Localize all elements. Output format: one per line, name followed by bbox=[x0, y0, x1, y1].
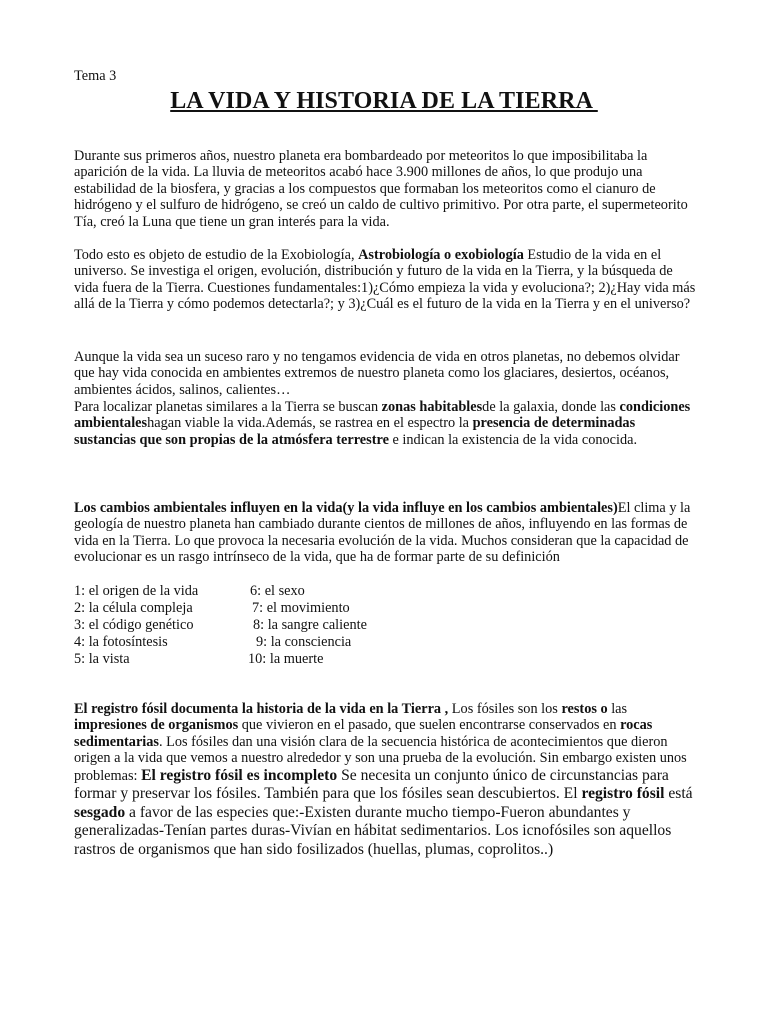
paragraph-fossil-bias: El registro fósil es incompleto Se necesita un conjunto único de circunstancias para formar y preservar los fósiles. También para que los fósiles sean descubiertos. El registro fósil está sesgado a favor de las especies que:-Existen durante mucho tiempo-Fueron abundantes y generalizadas-Tenían partes duras-Vivían en hábitat sedimentarios. Los icnofósiles son aquellos rastros de organismos que han sido fosilizados (huellas, plumas, coprolitos..) bbox=[74, 766, 693, 858]
term-incomplete-record: El registro fósil es incompleto bbox=[141, 766, 338, 784]
term-astrobiology: Astrobiología o exobiología bbox=[358, 247, 524, 263]
paragraph-habitable-zones: Para localizar planetas similares a la Tierra se buscan zonas habitablesde la galaxia, donde las condiciones ambientaleshagan viable la vida.Además, se rastrea en el espectro la presencia de determinadas sustancias que son propias de la atmósfera terrestre e indican la existencia de la vida conocida. bbox=[74, 399, 691, 448]
section-heading-environment: Los cambios ambientales influyen en la vida(y la vida influye en los cambios ambientales) bbox=[74, 500, 618, 516]
term-biased: sesgado bbox=[74, 803, 126, 821]
term-impressions: impresiones de organismos bbox=[74, 717, 239, 734]
term-fossil-record: registro fósil bbox=[581, 785, 665, 803]
topic-label: Tema 3 bbox=[74, 68, 117, 84]
paragraph-astrobiology: Todo esto es objeto de estudio de la Exobiología, Astrobiología o exobiología Estudio de la vida en el universo. Se investiga el origen, evolución, distribución y futuro de la vida en la Tierra, y la búsqueda de vida fuera de la Tierra. Cuestiones fundamentales:1)¿Cómo empieza la vida y evoluciona?; 2)¿Hay vida más allá de la Tierra y cómo podemos detectarla?; y 3)¿Cuál es el futuro de la vida en la Tierra y en el universo? bbox=[74, 247, 696, 313]
term-environmental-conditions: condiciones ambientales bbox=[74, 399, 691, 432]
term-remains: restos o bbox=[561, 701, 608, 717]
document-page: Tema 3 LA VIDA Y HISTORIA DE LA TIERRA Durante sus primeros años, nuestro planeta era bombardeado por meteoritos lo que imposibilitaba la aparición de la vida. La lluvia de meteoritos acabó hace 3.900 millones de años, lo que produjo una estabilidad de la biosfera, y gracias a los compuestos que formaban los meteoritos como el cianuro de hidrógeno y el sulfuro de hidrógeno, se creó un caldo de cultivo primitivo. Por otra parte, el supermeteorito Tía, creó la Luna que tiene un gran interés para la vida. Todo esto es objeto de estudio de la Exobiología, Astrobiología o exobiología Estudio de la vida en el universo. Se investiga el origen, evolución, distribución y futuro de la vida en la Tierra, y la búsqueda de vida fuera de la Tierra. Cuestiones fundamentales:1)¿Cómo empieza la vida y evoluciona?; 2)¿Hay vida más allá de la Tierra y cómo podemos detectarla?; y 3)¿Cuál es el futuro de la vida en la Tierra y en el universo? Aunque la vida sea un suceso raro y no tengamos evidencia de vida en otros planetas, no debemos olvidar que hay vida conocida en ambientes extremos de nuestro planeta como los glaciares, desiertos, océanos, ambientes ácidos, salinos, calientes… Para localizar planetas similares a la Tierra se buscan zonas habitablesde la galaxia, donde las condiciones ambientaleshagan viable la vida.Además, se rastrea en el espectro la presencia de determinadas sustancias que son propias de la atmósfera terrestre e indican la existencia de la vida conocida. Los cambios ambientales influyen en la vida(y la vida influye en los cambios ambientales)El clima y la geología de nuestro planeta han cambiado durante cientos de millones de años, influyendo en las formas de vida en la Tierra. Lo que provoca la necesaria evolución de la vida. Muchos consideran que la capacidad de evolucionar es un rasgo intrínseco de la vida, que ha de formar parte de su definición 1: el origen de la vida 6: el sexo 2: la célula compleja 7: el movimiento 3: el código genético 8: la sangre caliente 4: la fotosíntesis 9: la consciencia 5: la vista 10: la muerte El registro fósil documenta la historia de la vida en la Tierra , Los fósiles son los restos o las impresiones de organismos que vivieron en el pasado, que suelen encontrarse conservados en rocas sedimentarias. Los fósiles dan una visión clara de la secuencia histórica de acontecimientos que dieron origen a la vida que vemos a nuestro alrededor y son una prueba de la evolución. Sin embargo existen unos problemas: El registro fósil es incompleto Se necesita un conjunto único de circunstancias para formar y preservar los fósiles. También para que los fósiles sean descubiertos. El registro fósil está sesgado a favor de las especies que:-Existen durante mucho tiempo-Fueron abundantes y generalizadas-Tenían partes duras-Vivían en hábitat sedimentarios. Los icnofósiles son aquellos rastros de organismos que han sido fosilizados (huellas, plumas, coprolitos..) bbox=[0, 0, 768, 1024]
paragraph-origin: Durante sus primeros años, nuestro planeta era bombardeado por meteoritos lo que imposibilitaba la aparición de la vida. La lluvia de meteoritos acabó hace 3.900 millones de años, lo que produjo una estabilidad de la biosfera, y gracias a los compuestos que formaban los meteoritos como el cianuro de hidrógeno y el sulfuro de hidrógeno, se creó un caldo de cultivo primitivo. Por otra parte, el supermeteorito Tía, creó la Luna que tiene un gran interés para la vida. bbox=[74, 148, 688, 230]
term-habitable-zones: zonas habitables bbox=[381, 399, 483, 415]
paragraph-fossil-record: El registro fósil documenta la historia de la vida en la Tierra , Los fósiles son los restos o las impresiones de organismos que vivieron en el pasado, que suelen encontrarse conservados en rocas sedimentarias. Los fósiles dan una visión clara de la secuencia histórica de acontecimientos que dieron origen a la vida que vemos a nuestro alrededor y son una prueba de la evolución. Sin embargo existen unos problemas: El registro fósil es incompleto Se necesita un conjunto único de circunstancias para formar y preservar los fósiles. También para que los fósiles sean descubiertos. El registro fósil está sesgado a favor de las especies que:-Existen durante mucho tiempo-Fueron abundantes y generalizadas-Tenían partes duras-Vivían en hábitat sedimentarios. Los icnofósiles son aquellos rastros de organismos que han sido fosilizados (huellas, plumas, coprolitos..) bbox=[74, 701, 693, 858]
page-title: LA VIDA Y HISTORIA DE LA TIERRA bbox=[170, 88, 598, 114]
paragraph-extreme-environments: Aunque la vida sea un suceso raro y no tengamos evidencia de vida en otros planetas, no debemos olvidar que hay vida conocida en ambientes extremos de nuestro planeta como los glaciares, desiertos, océanos, ambientes ácidos, salinos, calientes… bbox=[74, 349, 680, 398]
section-heading-fossil-record: El registro fósil documenta la historia de la vida en la Tierra , bbox=[74, 701, 449, 717]
term-sedimentary-rocks: rocas sedimentarias bbox=[74, 717, 653, 750]
paragraph-environmental-changes: Los cambios ambientales influyen en la vida(y la vida influye en los cambios ambientales)El clima y la geología de nuestro planeta han cambiado durante cientos de millones de años, influyendo en las formas de vida en la Tierra. Lo que provoca la necesaria evolución de la vida. Muchos consideran que la capacidad de evolucionar es un rasgo intrínseco de la vida, que ha de formar parte de su definición bbox=[74, 500, 691, 566]
term-atmospheric-substances: presencia de determinadas sustancias que son propias de la atmósfera terrestre bbox=[74, 415, 636, 448]
